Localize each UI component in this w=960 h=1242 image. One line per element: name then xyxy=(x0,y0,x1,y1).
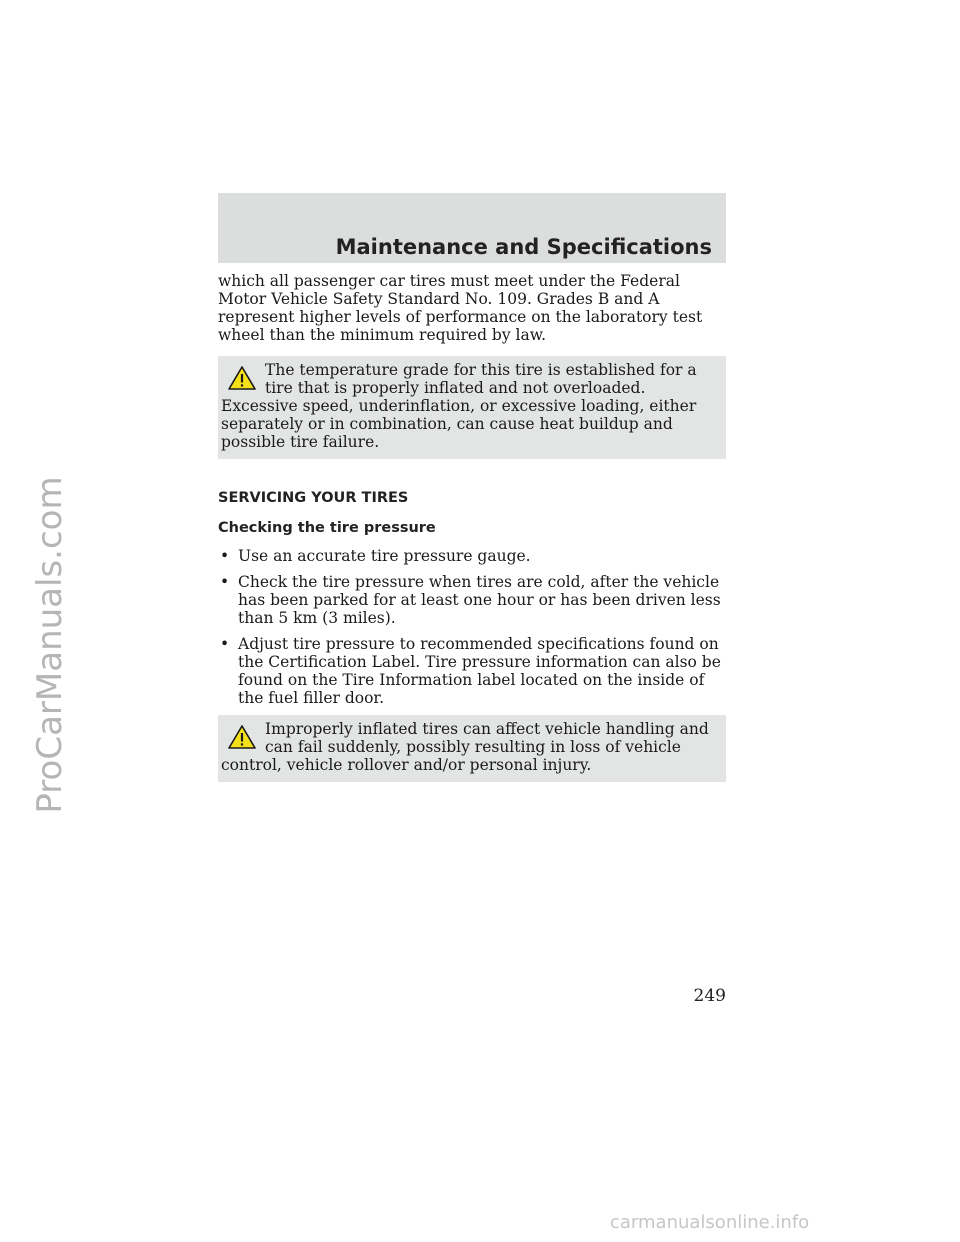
section-heading: SERVICING YOUR TIRES xyxy=(218,490,409,506)
side-watermark: ProCarManuals.com xyxy=(30,476,70,814)
warning-box-temperature xyxy=(218,356,726,459)
warning-text-inflation: Improperly inflated tires can affect vehicle handling and can fail suddenly, possibly resulting in loss of vehicle control, vehicle rollover and/or personal injury. xyxy=(221,720,709,774)
bullet-glyph: • xyxy=(220,573,230,591)
section-title: Maintenance and Specifications xyxy=(335,235,712,259)
intro-paragraph: which all passenger car tires must meet under the Federal Motor Vehicle Safety Standard No. 109. Grades B and A represent higher levels of performance on the laboratory test wheel than the minimum required by law. xyxy=(218,272,703,344)
warning-box-inflation xyxy=(218,715,726,782)
list-item-text: Check the tire pressure when tires are cold, after the vehicle has been parked for at least one hour or has been driven less than 5 km (3 miles). xyxy=(238,573,721,627)
warning-triangle-icon xyxy=(227,724,257,750)
list-item xyxy=(218,573,726,627)
footer-watermark: carmanualsonline.info xyxy=(610,1212,810,1233)
list-item-text: Adjust tire pressure to recommended specifications found on the Certification Label. Tire pressure information can also be found on the Tire Information label located on the inside of the fuel filler door. xyxy=(238,635,721,707)
sub-heading: Checking the tire pressure xyxy=(218,520,436,536)
tire-pressure-list xyxy=(218,547,726,707)
bullet-glyph: • xyxy=(220,635,230,653)
warning-triangle-icon xyxy=(227,365,257,391)
warning-text-temperature: The temperature grade for this tire is established for a tire that is properly inflated and not overloaded. Excessive speed, underinflation, or excessive loading, either separately or in combination, can cause heat buildup and possible tire failure. xyxy=(221,361,697,451)
list-item xyxy=(218,547,726,565)
list-item-text: Use an accurate tire pressure gauge. xyxy=(238,547,531,565)
section-header xyxy=(218,193,726,263)
page-content xyxy=(218,272,726,796)
list-item xyxy=(218,635,726,707)
page-number: 249 xyxy=(693,986,726,1006)
bullet-glyph: • xyxy=(220,547,230,565)
